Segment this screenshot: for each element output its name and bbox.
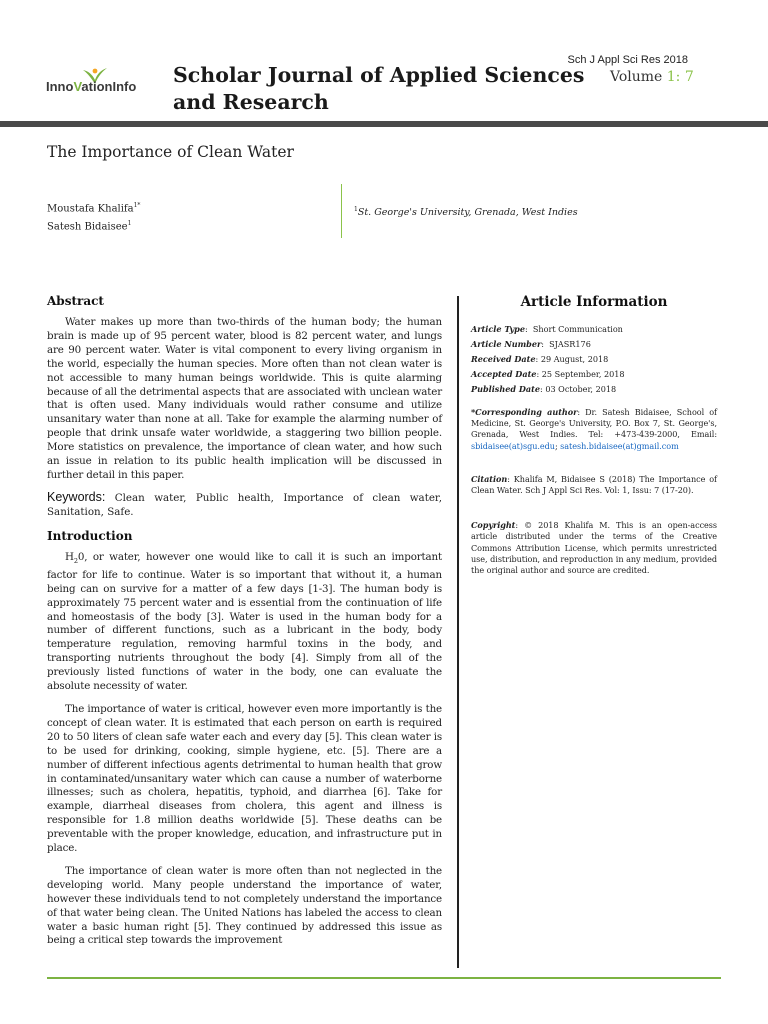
email-label: Email:: [690, 429, 717, 440]
corresponding-author-label: *Corresponding author: [471, 407, 578, 417]
column-divider: [457, 296, 459, 968]
introduction-heading: Introduction: [47, 528, 133, 543]
author-divider: [341, 184, 342, 238]
volume-label: [610, 69, 694, 85]
article-info-heading: Article Information: [520, 294, 668, 310]
meta-accepted-date: Accepted Date: 25 September, 2018: [471, 369, 625, 379]
meta-article-number-label: Article Number: [471, 339, 542, 349]
affiliation-text: St. George's University, Grenada, West Indies: [357, 207, 578, 219]
meta-article-number-value: SJASR176: [549, 339, 591, 349]
meta-received-date: Received Date: 29 August, 2018: [471, 354, 609, 364]
meta-published-date: Published Date: 03 October, 2018: [471, 384, 617, 394]
copyright-label: Copyright: [471, 520, 516, 531]
citation-block: Citation: Khalifa M, Bidaisee S (2018) The Importance of Clean Water. Sch J Appl Sci Res. Vol: 1, Issu: 7 (17-20).: [471, 473, 718, 496]
email-link-2[interactable]: satesh.bidaisee(at)gmail.com: [560, 440, 679, 451]
corresponding-author: *Corresponding author: Dr. Satesh Bidaisee, School of Medicine, St. George's University, P.O. Box 7, St. George's, Grenada, West Indies. Tel: +473-439-2000, Email: sbidaisee(at)sgu.edu; satesh.bidaisee(at)gmail.com: [471, 407, 718, 451]
email-link-1[interactable]: sbidaisee(at)sgu.edu: [471, 440, 555, 451]
logo-text-v: V: [73, 79, 82, 94]
intro-p1-h: H: [65, 550, 74, 563]
meta-accepted-date-value: 25 September, 2018: [541, 369, 625, 379]
citation-label: Citation: [471, 473, 508, 484]
intro-paragraph-2: The importance of water is critical, however even more importantly is the concept of clean water. It is estimated that each person on earth is required 20 to 50 liters of clean safe water each and every day [5]. This clean water is to be used for drinking, cooking, simple hygiene, etc. [5]. There are a number of different infectious agents detrimental to human health that grow in contaminated/unsanitary water which can cause a number of waterborne illnesses; such as cholera, hepatitis, typhoid, and diarrhea [6]. Take for example, diarrheal diseases from cholera, this agent and illness is responsible for 1.8 million deaths worldwide [5]. These deaths can be preventable with the proper knowledge, education, and infrastructure put in place.: [47, 702, 442, 855]
journal-citation-ref: Sch J Appl Sci Res 2018: [567, 54, 688, 66]
meta-received-date-value: 29 August, 2018: [540, 354, 609, 364]
keywords-label: Keywords:: [47, 489, 106, 504]
author-list: [47, 198, 140, 235]
journal-title: Scholar Journal of Applied Sciences and Research: [173, 63, 585, 114]
logo-text-part1: Inno: [46, 79, 74, 94]
abstract-heading: Abstract: [47, 294, 104, 308]
footer-divider: [47, 977, 721, 979]
citation-text: Khalifa M, Bidaisee S (2018) The Importance of Clean Water. Sch J Appl Sci Res. Vol: 1, Issu: 7 (17-20).: [471, 473, 718, 496]
abstract-text: Water makes up more than two-thirds of the human body; the human brain is made up of 95 percent water, blood is 82 percent water, and lungs are 90 percent water. Water is vital component to every living organism in the world, especially the human species. More often than not clean water is not accessible to many human beings worldwide. This is quite alarming because of all the detrimental aspects that are associated with unclean water that is often used. Many individuals would rather consume and utilize unsanitary water than none at all. Take for example the alarming number of people that drink unsafe water worldwide, a staggering two billion people. More statistics on prevalence, the importance of clean water, and how such an issue in relation to its public health implication will be discussed in further detail in this paper.: [47, 316, 442, 481]
intro-paragraph-1: [47, 551, 442, 694]
volume-word: Volume: [610, 69, 663, 85]
intro-paragraph-3: The importance of clean water is more often than not neglected in the developing world. Many people understand the importance of water, however these individuals tend to not completely understand the importance of that water being clean. The United Nations has labeled the access to clean water a basic human right [5]. They continued by addressed this issue as being a critical step towards the improvement: [47, 864, 442, 947]
intro-p1-sub: 2: [73, 556, 78, 565]
volume-number: 1: 7: [666, 69, 694, 85]
intro-p1-rest: 0, or water, however one would like to call it is such an important factor for life to continue. Water is so important that without it, a human being can on survive for a matter of a few days [1-3]. The human body is approximately 75 percent water and is essential from the continuation of life and homeostasis of the body [3]. Water is used in the human body for a number of different functions, such as a lubricant in the body, body temperature regulation, removing harmful toxins in the body, and transporting nutrients throughout the body [4]. Simply from all of the previously listed functions of water in the body, one can evaluate the absolute necessity of water.: [47, 550, 442, 693]
publisher-logo: [46, 66, 164, 100]
meta-published-date-value: 03 October, 2018: [545, 384, 617, 394]
article-info-panel: [471, 294, 717, 576]
header-divider-bar: [0, 121, 768, 127]
keywords: [47, 490, 442, 519]
main-column: [47, 294, 442, 948]
copyright-block: Copyright: © 2018 Khalifa M. This is an open-access article distributed under the terms of the Creative Commons Attribution License, which permits unrestricted use, distribution, and reproduction in any medium, provided the original author and source are credited.: [471, 520, 717, 576]
article-title: The Importance of Clean Water: [47, 143, 294, 161]
author-2-name: Satesh Bidaisee: [47, 221, 128, 233]
author-1-name: Moustafa Khalifa: [47, 203, 134, 215]
meta-article-type: Article Type: Short Communication: [471, 324, 623, 334]
author-2: [47, 216, 140, 234]
copyright-text: © 2018 Khalifa M. This is an open-access article distributed under the terms of the Creative Commons Attribution License, which permits unrestricted use, distribution, and reproduction in any medium, provided the original author and source are credited.: [471, 520, 717, 576]
affiliation: [354, 206, 578, 218]
author-1-sup: 1*: [133, 202, 141, 209]
logo-text-part2: ationInfo: [81, 79, 137, 94]
meta-accepted-date-label: Accepted Date: [471, 369, 537, 379]
meta-published-date-label: Published Date: [471, 384, 540, 394]
meta-article-type-value: Short Communication: [532, 324, 623, 334]
author-1: [47, 198, 140, 216]
author-2-sup: 1: [127, 220, 132, 228]
meta-received-date-label: Received Date: [471, 354, 536, 364]
affiliation-sup: 1: [354, 206, 358, 213]
keywords-text: Clean water, Public health, Importance of clean water, Sanitation, Safe.: [47, 491, 442, 518]
meta-article-number: Article Number: SJASR176: [471, 339, 591, 349]
corresponding-author-text: Dr. Satesh Bidaisee, School of Medicine, St. George's University, P.O. Box 7, St. George's, Grenada, West Indies. Tel: +473-439-2000,: [471, 407, 718, 440]
meta-article-type-label: Article Type: [471, 324, 525, 334]
